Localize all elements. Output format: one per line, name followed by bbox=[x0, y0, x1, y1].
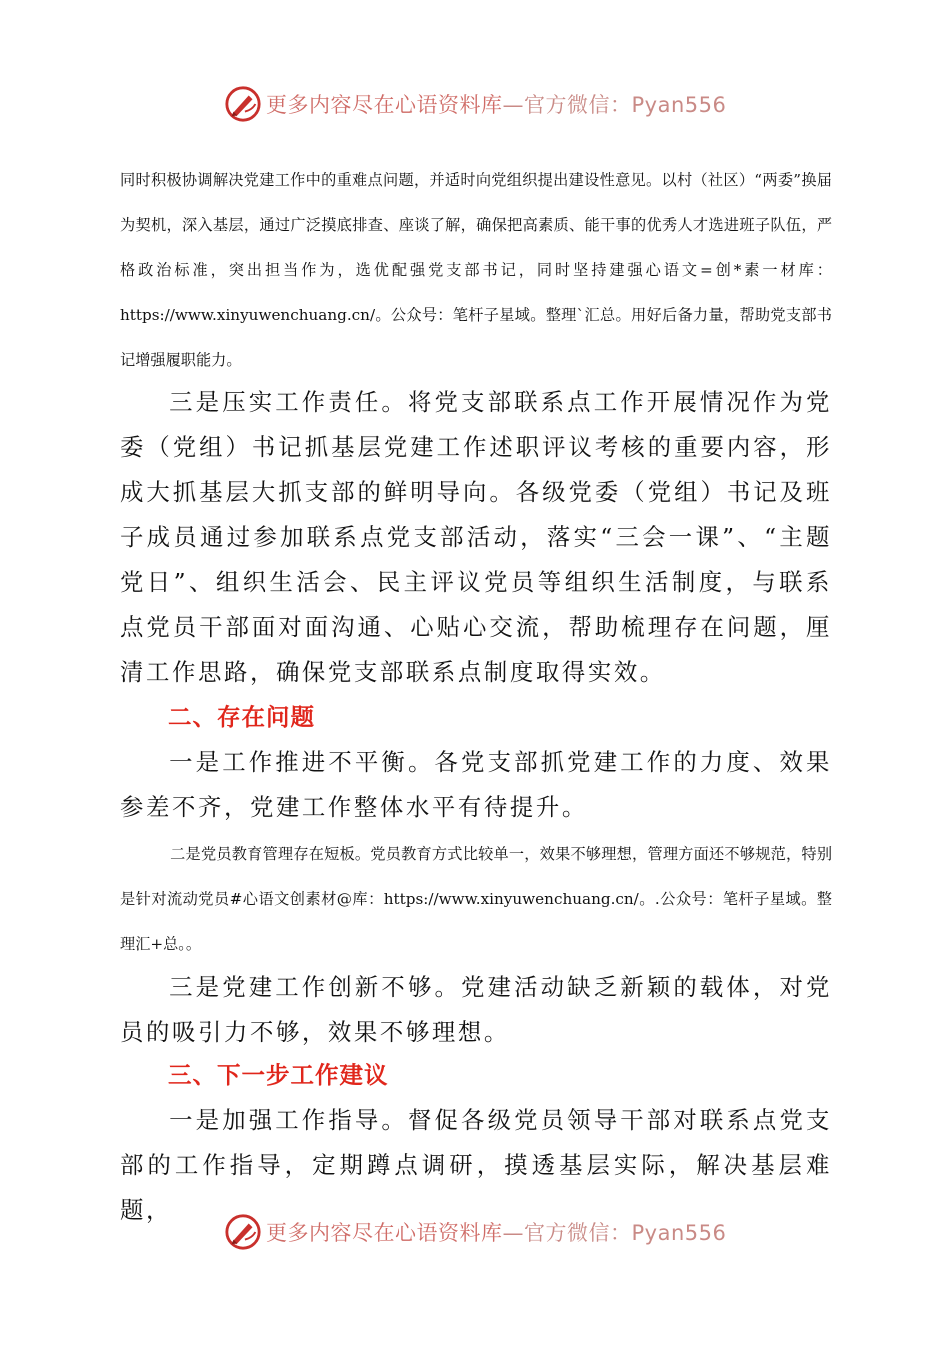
banner-text: 更多内容尽在心语资料库—官方微信：Pyan556 bbox=[266, 1221, 727, 1245]
problem-one-paragraph bbox=[120, 740, 832, 830]
header-banner bbox=[224, 82, 744, 126]
problem-two-text: 二是党员教育管理存在短板。党员教育方式比较单一，效果不够理想，管理方面还不够规范，特别是针对流动党员#心语文创素材@库：https://www.xinyuwenchuang.cn/。.公众号：笔杆子星域。整理汇+总。。 bbox=[120, 845, 832, 953]
section-heading-problems: 二、存在问题 bbox=[168, 703, 315, 731]
problem-two-paragraph bbox=[120, 832, 832, 967]
problem-three-text: 三是党建工作创新不够。党建活动缺乏新颖的载体，对党员的吸引力不够，效果不够理想。 bbox=[120, 973, 832, 1046]
banner-text: 更多内容尽在心语资料库—官方微信：Pyan556 bbox=[266, 93, 727, 117]
intro-paragraph bbox=[120, 158, 832, 383]
footer-banner bbox=[224, 1210, 744, 1254]
problem-three-paragraph bbox=[120, 965, 832, 1055]
intro-paragraph-text: 同时积极协调解决党建工作中的重难点问题，并适时向党组织提出建设性意见。以村（社区）“两委”换届为契机，深入基层，通过广泛摸底排查、座谈了解，确保把高素质、能干事的优秀人才选进班子队伍，严格政治标准，突出担当作为，选优配强党支部书记，同时坚持建强心语文=创*素一材库：https://www.xinyuwenchuang.cn/。公众号：笔杆子星域。整理`汇总。用好后备力量，帮助党支部书记增强履职能力。 bbox=[120, 171, 832, 369]
pen-logo-icon bbox=[224, 1213, 262, 1251]
suggestion-one-text: 一是加强工作指导。督促各级党员领导干部对联系点党支部的工作指导，定期蹲点调研，摸透基层实际，解决基层难题， bbox=[120, 1106, 832, 1224]
responsibility-paragraph-text: 三是压实工作责任。将党支部联系点工作开展情况作为党委（党组）书记抓基层党建工作述职评议考核的重要内容，形成大抓基层大抓支部的鲜明导向。各级党委（党组）书记及班子成员通过参加联系点党支部活动，落实“三会一课”、“主题党日”、组织生活会、民主评议党员等组织生活制度，与联系点党员干部面对面沟通、心贴心交流，帮助梳理存在问题，厘清工作思路，确保党支部联系点制度取得实效。 bbox=[120, 388, 832, 686]
pen-logo-icon bbox=[224, 85, 262, 123]
section-heading-suggestions: 三、下一步工作建议 bbox=[168, 1061, 389, 1089]
problem-one-text: 一是工作推进不平衡。各党支部抓党建工作的力度、效果参差不齐，党建工作整体水平有待提升。 bbox=[120, 748, 832, 821]
responsibility-paragraph bbox=[120, 380, 832, 695]
